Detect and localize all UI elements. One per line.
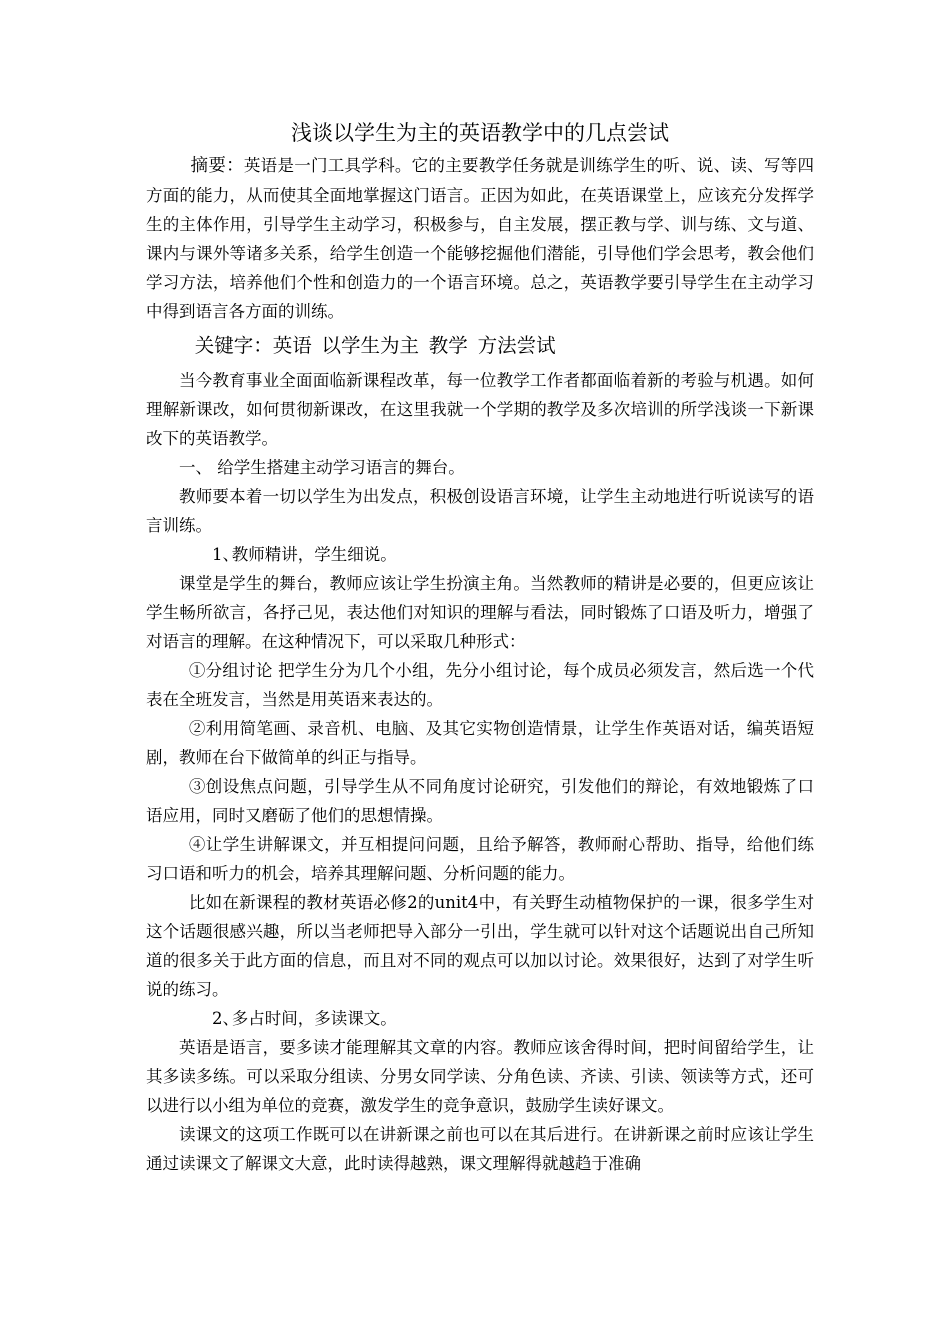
subsection-2-heading	[146, 1004, 814, 1033]
keyword-item: 方法尝试	[477, 334, 556, 357]
keyword-item: 英语	[272, 334, 312, 357]
section-1-paragraph: 教师要本着一切以学生为出发点，积极创设语言环境，让学生主动地进行听说读写的语言训练。	[146, 487, 814, 535]
abstract-paragraph	[146, 151, 814, 326]
form-item-1: ①分组讨论 把学生分为几个小组，先分小组讨论，每个成员必须发言，然后选一个代表在全班发言，当然是用英语来表达的。	[146, 661, 814, 709]
subsection-1-title: 教师精讲，学生细说。	[231, 545, 397, 564]
keywords-line	[146, 328, 814, 364]
abstract-text: 英语是一门工具学科。它的主要教学任务就是训练学生的听、说、读、写等四方面的能力，从而使其全面地掌握这门语言。正因为如此，在英语课堂上，应该充分发挥学生的主体作用，引导学生主动学习，积极参与，自主发展，摆正教与学、训与练、文与道、课内与课外等诸多关系，给学生创造一个能够挖掘他们潜能，引导他们学会思考，教会他们学习方法，培养他们个性和创造力的一个语言环境。总之，英语教学要引导学生在主动学习中得到语言各方面的训练。	[146, 156, 815, 321]
form-item-3: ③创设焦点问题，引导学生从不同角度讨论研究，引发他们的辩论，有效地锻炼了口语应用，同时又磨砺了他们的思想情操。	[146, 777, 814, 825]
subsection-1-number: 1、	[212, 545, 239, 564]
keyword-item: 教学	[428, 334, 468, 357]
subsection-2-title: 多占时间，多读课文。	[231, 1009, 397, 1028]
keyword-item: 以学生为主	[321, 334, 420, 357]
intro-paragraph: 当今教育事业全面面临新课程改革，每一位教学工作者都面临着新的考验与机遇。如何理解新课改，如何贯彻新课改，在这里我就一个学期的教学及多次培训的所学浅谈一下新课改下的英语教学。	[146, 371, 814, 448]
subsection-1-heading	[146, 540, 814, 569]
abstract-label: 摘要：	[190, 156, 244, 176]
document-page	[146, 115, 814, 1178]
document-title: 浅谈以学生为主的英语教学中的几点尝试	[291, 121, 669, 145]
example-paragraph: 比如在新课程的教材英语必修2的unit4中，有关野生动植物保护的一课，很多学生对这个话题很感兴趣，所以当老师把导入部分一引出，学生就可以针对这个话题说出自己所知道的很多关于此方面的信息，而且对不同的观点可以加以讨论。效果很好，达到了对学生听说的练习。	[146, 893, 814, 999]
subsection-1-paragraph: 课堂是学生的舞台，教师应该让学生扮演主角。当然教师的精讲是必要的，但更应该让学生畅所欲言，各抒己见，表达他们对知识的理解与看法，同时锻炼了口语及听力，增强了对语言的理解。在这种情况下，可以采取几种形式：	[146, 574, 814, 651]
subsection-2-paragraph: 英语是语言，要多读才能理解其文章的内容。教师应该舍得时间，把时间留给学生，让其多读多练。可以采取分组读、分男女同学读、分角色读、齐读、引读、领读等方式，还可以进行以小组为单位的竞赛，激发学生的竞争意识，鼓励学生读好课文。	[146, 1038, 814, 1115]
subsection-2-number: 2、	[212, 1009, 239, 1028]
form-item-4: ④让学生讲解课文，并互相提问问题，且给予解答，教师耐心帮助、指导，给他们练习口语和听力的机会，培养其理解问题、分析问题的能力。	[146, 835, 814, 883]
keywords-label: 关键字：	[194, 334, 273, 357]
section-1-heading: 一、 给学生搭建主动学习语言的舞台。	[179, 458, 465, 477]
subsection-2-paragraph-2: 读课文的这项工作既可以在讲新课之前也可以在其后进行。在讲新课之前时应该让学生通过读课文了解课文大意，此时读得越熟，课文理解得就越趋于准确	[146, 1125, 814, 1173]
form-item-2: ②利用简笔画、录音机、电脑、及其它实物创造情景，让学生作英语对话，编英语短剧，教师在台下做简单的纠正与指导。	[146, 719, 814, 767]
